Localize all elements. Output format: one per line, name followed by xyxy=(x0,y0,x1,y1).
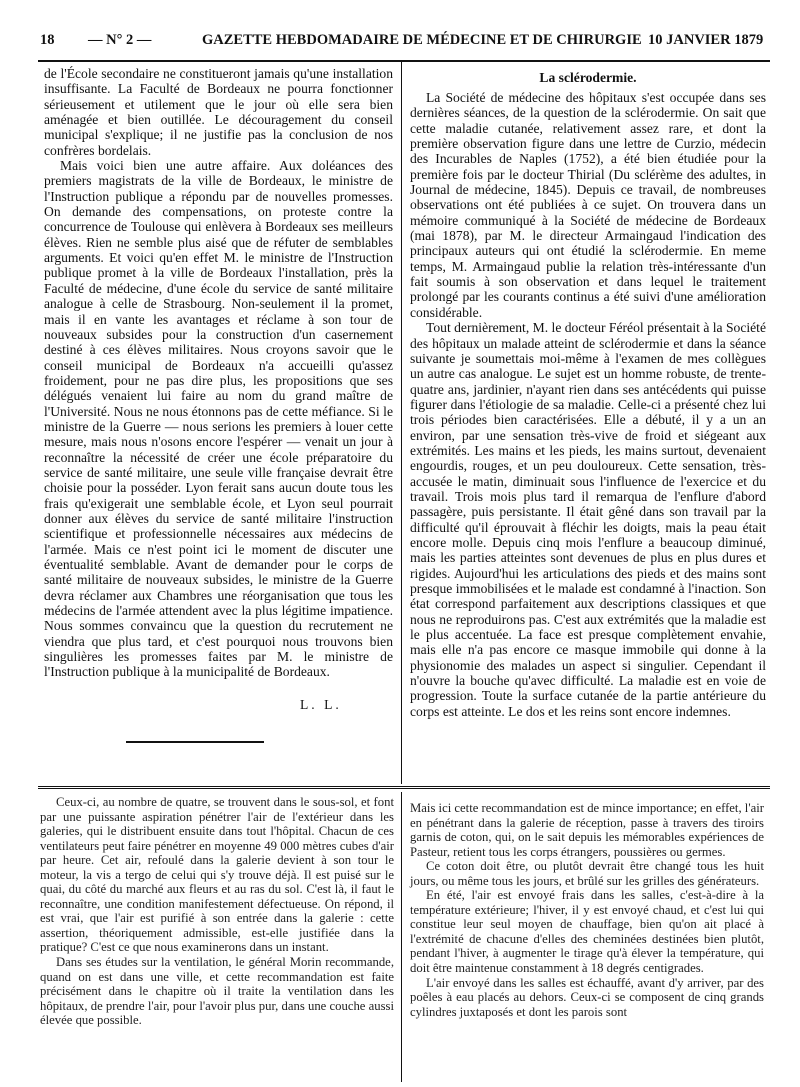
issue-date: 10 JANVIER 1879 xyxy=(648,32,764,48)
ventilation-column-right xyxy=(410,801,764,1019)
article-paragraph: Ceux-ci, au nombre de quatre, se trouvent dans le sous-sol, et font par une puissante aspiration pénétrer l'air de l'extérieur dans les galeries, qui le distribuent ensuite dans tout l'hôpital. Chacun de ces ventilateurs peut faire pénétrer en moyenne 49 000 mètres cubes d'air par heure. Cet air, refoulé dans la galerie devient à son tour le moteur, la vis a tergo de celui qui s'y trouve déjà. Il est puisé sur le quai, du côté du marché aux fleurs et au ras du sol. C'est là, il faut le reconnaître, une condition manifestement défectueuse. On répond, il est vrai, que l'air est purifié à son entrée dans la galerie : cette assertion, théoriquement admissible, est-elle justifiée dans la pratique? C'est ce que nous examinerons dans un instant. xyxy=(40,795,394,955)
article-paragraph: L'air envoyé dans les salles est échauffé, avant d'y arriver, par des poêles à eau placés au dehors. Ceux-ci se composent de cinq grands cylindres juxtaposés et dont les parois sont xyxy=(410,975,764,1019)
section-title: La sclérodermie. xyxy=(539,70,637,85)
section-separator xyxy=(38,786,770,789)
end-rule xyxy=(126,741,264,743)
article-paragraph: Ce coton doit être, ou plutôt devrait être changé tous les huit jours, ou même tous les jours, et brûlé sur les grilles des générateurs. xyxy=(410,859,764,888)
article-paragraph: Tout dernièrement, M. le docteur Féréol présentait à la Société des hôpitaux un malade atteint de sclérodermie et dans la séance suivante je soumettais moi-même à l'examen de mes collègues un autre cas analogue. Le sujet est un homme robuste, de trente-quatre ans, jardinier, n'ayant rien dans ses antécédents qui puisse figurer dans l'étiologie de sa maladie. Celle-ci a présenté chez lui trois périodes bien caractérisées. Elle a débuté, il y a un an environ, par une sensation très-vive de froid et siégeant aux extrémités. Les mains et les pieds, les mains surtout, devenaient engourdis, rouges, et un peu douloureux. Cette sensation, très-accusée le matin, diminuait sous l'influence de l'exercice et du travail. Trois mois plus tard il remarqua de l'enflure d'abord passagère, puis persistante. Il était gêné dans son travail par la difficulté qu'il éprouvait à fléchir les doigts, mais la peau était encore molle. Depuis cinq mois l'enflure a beaucoup diminué, mais les parties atteintes sont devenues de plus en plus dures et rigides. Aujourd'hui les articulations des pieds et des mains sont presque immobilisées et le malade est condamné à l'inaction. Son état correspond parfaitement aux descriptions classiques et que nous ne reproduirons pas. C'est aux extrémités que la maladie est le plus accentuée. La face est presque complètement envahie, mais elle n'a pas encore ce masque immobile qui donne à la physionomie des malades un aspect si singulier. Cependant il n'ouvre la bouche qu'avec difficulté. La maladie est en voie de progression. Toute la surface cutanée de la partie antérieure du corps est atteinte. Le dos et les reins sont encore indemnes. xyxy=(410,320,766,719)
header-rule xyxy=(38,60,770,62)
editorial-paragraph: de l'École secondaire ne constitueront jamais qu'une installation insuffisante. La Faculté de Bordeaux ne pourra fonctionner sérieusement et utilement que le jour où elle sera bien aménagée et bien outillée. Le découragement du conseil municipal s'explique; il ne justifie pas la conclusion de nos confrères bordelais. xyxy=(44,66,393,158)
article-paragraph: Mais ici cette recommandation est de mince importance; en effet, l'air en pénétrant dans la galerie de réception, passe à travers des tiroirs garnis de coton, qui, on le sait depuis les mémorables expériences de Pasteur, retient tous les corps étrangers, poussières ou germes. xyxy=(410,801,764,859)
issue-number: — N° 2 — xyxy=(88,32,152,48)
ventilation-column-left xyxy=(40,795,394,1028)
column-divider-bottom xyxy=(401,792,402,1082)
article-paragraph: Dans ses études sur la ventilation, le général Morin recommande, quand on est dans une ville, et cette recommandation est faite précisément dans le chapitre où il traite la ventilation dans les hôpitaux, de prendre l'air, pour l'avoir plus pur, dans une couche aussi élevée que possible. xyxy=(40,955,394,1028)
page-number: 18 xyxy=(40,32,55,48)
running-header xyxy=(40,32,765,54)
column-divider-top xyxy=(401,62,402,784)
sclerodermie-column xyxy=(410,90,766,719)
author-signature: L. L. xyxy=(300,697,342,712)
article-paragraph: La Société de médecine des hôpitaux s'est occupée dans ses dernières séances, de la question de la sclérodermie. On sait que cette maladie cutanée, relativement assez rare, et dont la première observation figure dans une lettre de Curzio, médecin des Incurables de Naples (1752), a été bien étudiée pour la première fois par le docteur Thirial (Du sclérème des adultes, in Journal de médecine, 1845). Depuis ce travail, de nombreuses observations ont été publiées à ce sujet. On trouvera dans un mémoire communiqué à la Société de médecine de Bordeaux (mai 1878), par M. le directeur Armaingaud l'indication des principaux auteurs qui ont étudié la sclérodermie. En meme temps, M. Armaingaud publie la relation très-intéressante d'un fait soumis à son observation et dans lequel le traitement prolongé par les courants continus a été suivi d'une amélioration considérable. xyxy=(410,90,766,320)
editorial-column xyxy=(44,66,393,680)
article-paragraph: En été, l'air est envoyé frais dans les salles, c'est-à-dire à la température extérieure; l'hiver, il y est envoyé chaud, et c'est lui qui constitue leur seul moyen de chauffage, bien qu'on ait placé à l'extrémité de chacune d'elles des cheminées destinées bien plutôt, pendant l'hiver, à augmenter le tirage qu'à élever la température, qui doit être maintenue constamment à 18 degrés centigrades. xyxy=(410,888,764,976)
editorial-paragraph: Mais voici bien une autre affaire. Aux doléances des premiers magistrats de la ville de Bordeaux, le ministre de l'Instruction publique a répondu par de nouvelles promesses. On demande des compensations, on proteste contre la concurrence de Toulouse qui enlèvera à Bordeaux ses meilleurs élèves. Rien ne semble plus aisé que de réfuter de semblables arguments. Et voici qu'en effet M. le ministre de l'Instruction publique promet à la ville de Bordeaux l'installation, près la Faculté de médecine, d'une école du service de santé militaire analogue à celle de Strasbourg. Non-seulement il la promet, mais il en vante les avantages et réclame à son tour de nouveaux subsides pour la construction d'un casernement destiné à ces élèves militaires. Nous croyons savoir que le conseil municipal de Bordeaux n'a accueilli qu'assez froidement, pour ne pas dire plus, les propositions que ses délégués venaient lui faire au nom du grand maître de l'Université. Nous ne nous étonnons pas de cette méfiance. Si le ministre de la Guerre — nous serions les premiers à louer cette mesure, mais nous n'osons encore l'espérer — venait un jour à reconnaître la nécessité de créer une école préparatoire du service de santé militaire, une seule ville française devrait être choisie pour la posséder. Lyon ferait sans aucun doute tous les frais qu'exigerait une semblable école, et Lyon seul pourrait donner aux élèves du service de santé militaire l'instruction scientifique et professionnelle nécessaires aux médecins de l'armée. Mais ce n'est point ici le moment de discuter une éventualité semblable. Avant de demander pour le corps de santé militaire de nouveaux subsides, le ministre de la Guerre devra réclamer aux Chambres une réorganisation que tous les médecins de l'armée attendent avec la plus légitime impatience. Nous sommes convaincu que la question du recrutement ne viendra que plus tard, et c'est pourquoi nous trouvons bien singulières les promesses faites par M. le ministre de l'Instruction publique à la municipalité de Bordeaux. xyxy=(44,158,393,680)
journal-title: GAZETTE HEBDOMADAIRE DE MÉDECINE ET DE CHIRURGIE xyxy=(202,32,642,48)
